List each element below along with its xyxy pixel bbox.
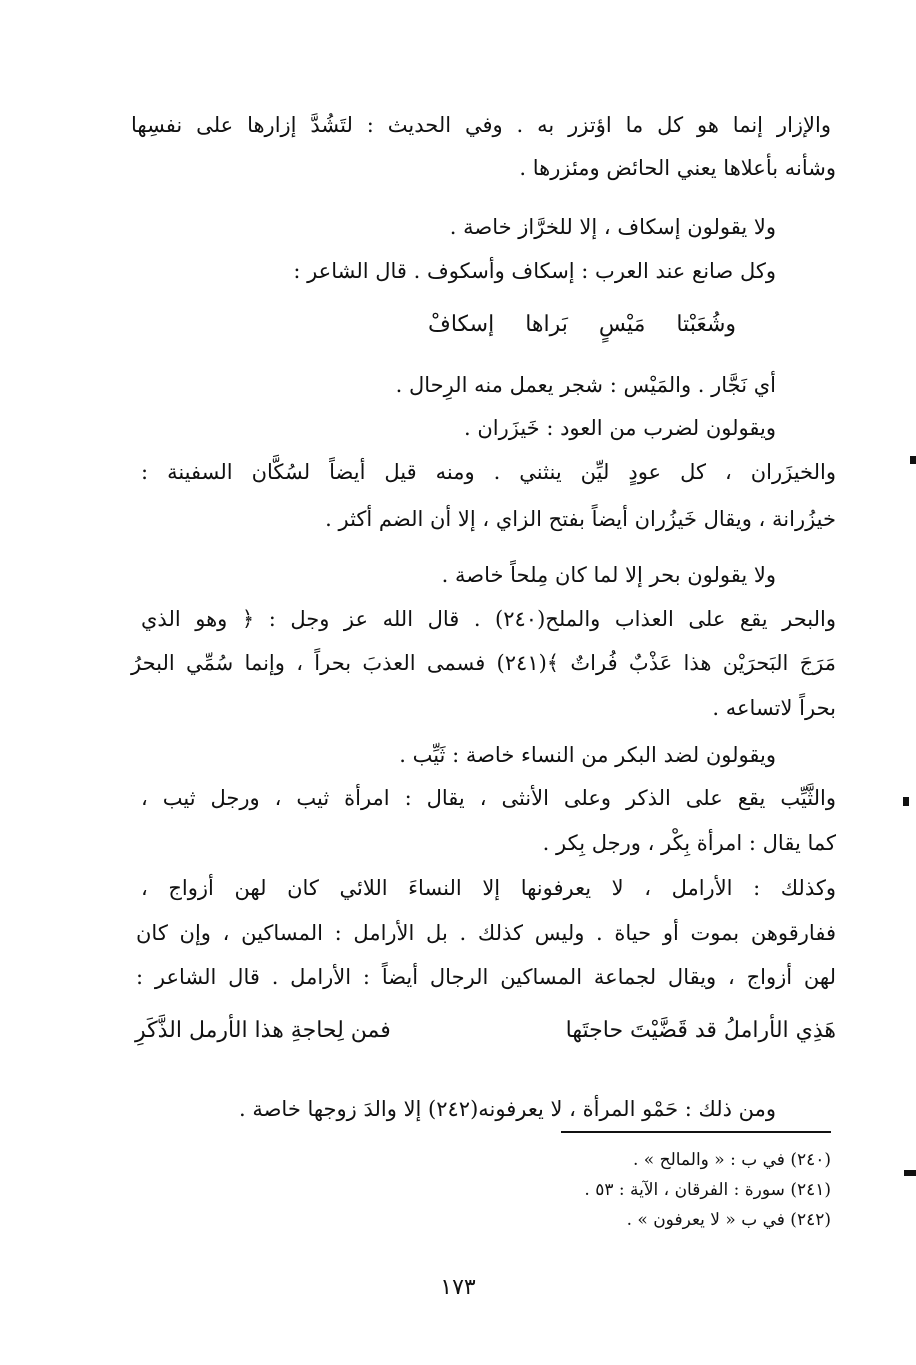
- footnote: (٢٤٢) في ب « لا يعرفون » .: [626, 1210, 831, 1230]
- text-line: كما يقال : امرأة بِكْر ، ورجل بِكر .: [542, 831, 836, 855]
- page-number: ١٧٣: [440, 1275, 476, 1300]
- text-line: لهن أزواج ، ويقال لجماعة المساكين الرجال أيضاً : الأرامل . قال الشاعر :: [136, 965, 836, 989]
- text-line: والإزار إنما هو كل ما اؤتزر به . وفي الحديث : لتَشُدَّ إزارها على نفسِها: [131, 113, 831, 137]
- text-line: ومن ذلك : حَمْو المرأة ، لا يعرفونه(٢٤٢) إلا والدَ زوجها خاصة .: [238, 1097, 776, 1121]
- verse-hemistich-first: هَذِي الأراملُ قد قَضَّيْتَ حاجتَها: [565, 1018, 836, 1043]
- text-line: وكذلك : الأرامل ، لا يعرفونها إلا النساءَ اللائي كان لهن أزواج ،: [141, 876, 836, 900]
- footnote: (٢٤١) سورة : الفرقان ، الآية : ٥٣ .: [584, 1180, 831, 1200]
- verse-line: وشُعَبْتا مَيْسٍ بَراها إسكافْ: [428, 312, 736, 337]
- scan-mark: [910, 456, 916, 464]
- text-line: والبحر يقع على العذاب والملح(٢٤٠) . قال الله عز وجل : ﴿ وهو الذي: [141, 607, 836, 631]
- scan-mark: [904, 1170, 916, 1176]
- scan-mark: [903, 797, 909, 806]
- text-line: ولا يقولون إسكاف ، إلا للخرَّاز خاصة .: [449, 215, 776, 239]
- text-line: والثَّيِّب يقع على الذكر وعلى الأنثى ، يقال : امرأة ثيب ، ورجل ثيب ،: [141, 786, 836, 810]
- footnote-separator: [561, 1131, 831, 1133]
- text-line: ويقولون لضرب من العود : خَيزَران .: [464, 416, 776, 440]
- text-line: مَرَجَ البَحرَيْن هذا عَذْبٌ فُراتٌ ﴾(٢٤١) فسمى العذبَ بحراً ، وإنما سُمِّي البحرُ: [131, 651, 837, 675]
- text-line: وشأنه بأعلاها يعني الحائض ومئزرها .: [519, 156, 836, 180]
- text-line: ويقولون لضد البكر من النساء خاصة : ثَيِّب .: [399, 743, 776, 767]
- text-line: والخيزَران ، كل عودٍ ليِّن ينثني . ومنه قيل أيضاً لسُكَّان السفينة :: [141, 460, 836, 484]
- text-line: ولا يقولون بحر إلا لما كان مِلحاً خاصة .: [441, 563, 776, 587]
- text-line: أي نَجَّار . والمَيْس : شجر يعمل منه الرِحال .: [395, 373, 776, 397]
- text-line: بحراً لاتساعه .: [712, 696, 836, 720]
- text-line: ففارقوهن بموت أو حياة . وليس كذلك . بل الأرامل : المساكين ، وإن كان: [136, 921, 836, 945]
- text-line: خيزُرانة ، ويقال خَيزُران أيضاً بفتح الزاي ، إلا أن الضم أكثر .: [325, 507, 836, 531]
- text-line: وكل صانع عند العرب : إسكاف وأسكوف . قال الشاعر :: [293, 259, 776, 283]
- verse-hemistich-second: فمن لِحاجةِ هذا الأرمل الذَّكَرِ: [135, 1018, 391, 1043]
- footnote: (٢٤٠) في ب : « والمالح » .: [632, 1150, 831, 1170]
